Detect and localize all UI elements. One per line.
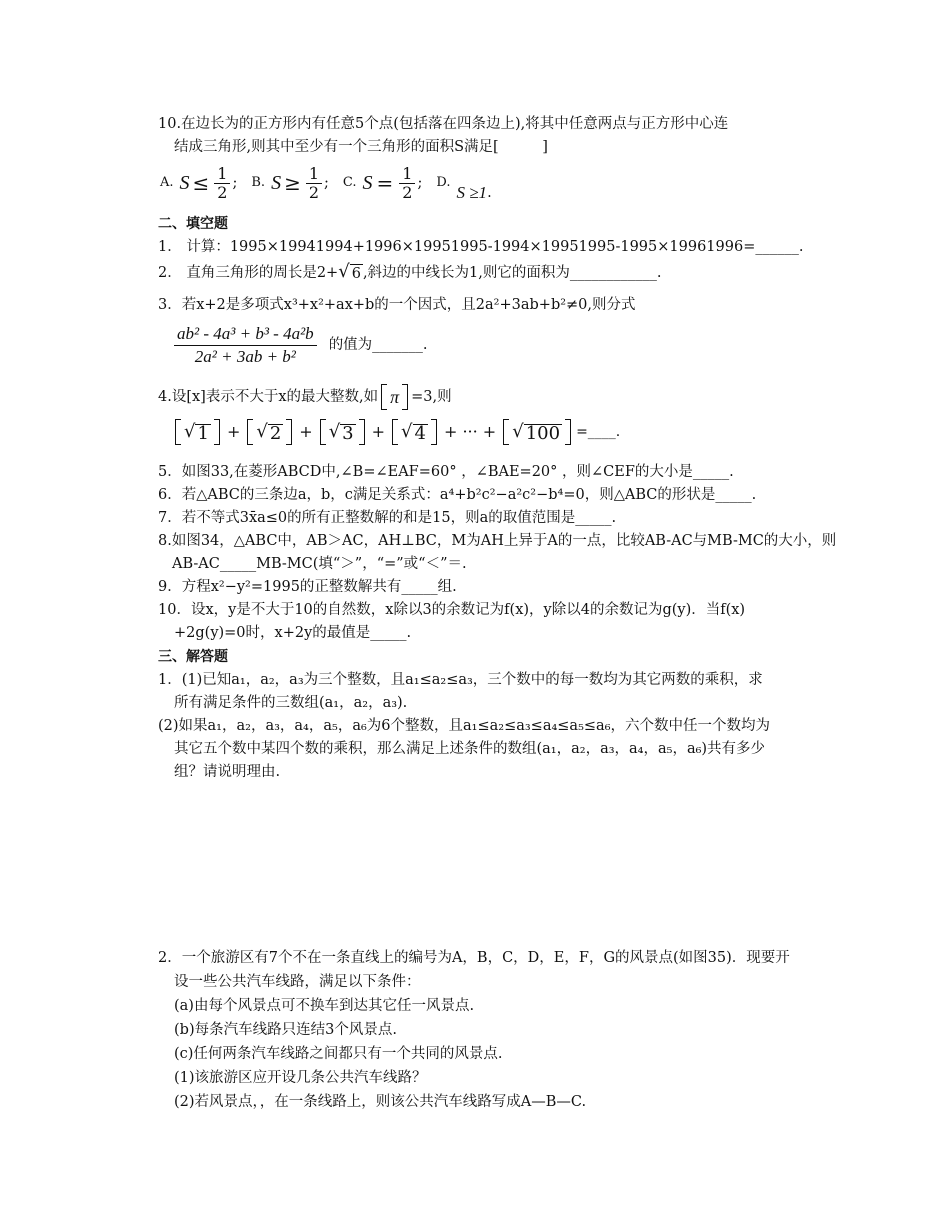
- option-b-fraction: [306, 165, 322, 202]
- option-c-den: 2: [402, 182, 413, 202]
- answer-q2-sub-1: (1)该旅游区应开设几条公共汽车线路？: [174, 1070, 427, 1086]
- answer-q1b-line-2: 其它五个数中某四个数的乘积，那么满足上述条件的数组(a₁，a₂，a₃，a₄，a₅，a₆)共有多少: [174, 741, 766, 757]
- q10-line-1: 10.在边长为的正方形内有任意5个点(包括落在四条边上),将其中任意两点与正方形中心连: [158, 116, 729, 132]
- answer-q2-line-2: 设一些公共汽车线路，满足以下条件：: [174, 974, 421, 990]
- option-c-num: 1: [399, 165, 415, 184]
- option-a: [160, 165, 237, 202]
- fill-q2-pre: 2． 直角三角形的周长是2+: [158, 264, 339, 281]
- option-b-num: 1: [306, 165, 322, 184]
- ellipsis-plus: + ··· +: [443, 422, 497, 441]
- fill-q3-expression: [172, 320, 428, 370]
- fill-q4-expression: [172, 417, 620, 447]
- floor-sqrt-1: √ 1: [172, 419, 223, 445]
- fill-q8-line-2: AB-AC_____MB-MC(填“＞”，“=”或“＜”＝.: [172, 556, 467, 572]
- answer-q2-cond-b: (b)每条汽车线路只连结3个风景点.: [174, 1022, 397, 1038]
- fill-q3-fraction: [174, 323, 317, 368]
- section-answer-title: 三、解答题: [158, 649, 228, 665]
- fill-q5: 5．如图33,在菱形ABCD中,∠B=∠EAF=60° ，∠BAE=20° ，则∠CEF的大小是_____.: [158, 464, 734, 480]
- fill-q9: 9．方程x²−y²=1995的正整数解共有_____组.: [158, 579, 457, 595]
- floor-sqrt-4: √ 4: [389, 419, 440, 445]
- option-c: [343, 165, 422, 202]
- option-d-label: D.: [436, 175, 451, 190]
- fill-q3-numerator: ab² - 4a³ + b³ - 4a²b: [174, 323, 317, 346]
- fill-q2-post: ,斜边的中线长为1,则它的面积为____________.: [362, 264, 662, 281]
- section-fill-title: 二、填空题: [158, 216, 228, 232]
- option-b-den: 2: [308, 182, 320, 202]
- option-c-op: =: [376, 171, 394, 195]
- q10-line-2: 结成三角形,则其中至少有一个三角形的面积S满足[ ]: [174, 139, 548, 155]
- fill-q4-tail: =____.: [576, 424, 621, 440]
- option-d-tail: .: [487, 185, 492, 201]
- radicand-1: 1: [197, 422, 209, 444]
- option-b-label: B.: [251, 175, 266, 190]
- answer-q2-cond-a: (a)由每个风景点可不换车到达其它任一风景点.: [174, 998, 475, 1014]
- q10-options: [160, 160, 506, 206]
- answer-q1b-line-3: 组？请说明理由.: [174, 764, 281, 780]
- option-a-tail: ;: [232, 175, 238, 191]
- answer-q2-cond-c: (c)任何两条汽车线路之间都只有一个共同的风景点.: [174, 1046, 503, 1062]
- answer-q1-line-1: 1．(1)已知a₁，a₂，a₃为三个整数，且a₁≤a₂≤a₃，三个数中的每一数均为其它两数的乘积，求: [158, 672, 763, 688]
- option-c-lhs: S: [362, 172, 373, 194]
- option-c-label: C.: [342, 175, 357, 190]
- option-b-op: ≥: [284, 171, 301, 195]
- floor-sqrt-2: √ 2: [244, 419, 295, 445]
- fill-q3-denominator: 2a² + 3ab + b²: [194, 346, 296, 366]
- fill-q4-pi: π: [390, 387, 400, 407]
- option-c-fraction: [399, 165, 415, 202]
- option-b-tail: ;: [324, 175, 329, 191]
- fill-q7: 7．若不等式3x̄a≤0的所有正整数解的和是15，则a的取值范围是_____.: [158, 510, 617, 526]
- option-a-label: A.: [160, 175, 174, 190]
- fill-q1: 1． 计算：1995×19941994+1996×19951995-1994×19951995-1995×19961996=______.: [158, 239, 804, 255]
- plus-1: +: [226, 422, 241, 441]
- fill-q6: 6．若△ABC的三条边a，b，c满足关系式：a⁴+b²c²−a²c²−b⁴=0，则△ABC的形状是_____.: [158, 487, 757, 503]
- option-a-lhs: S: [179, 172, 190, 194]
- answer-q2-sub-2: (2)若风景点，，在一条线路上，则该公共汽车线路写成A—B—C.: [174, 1094, 587, 1110]
- option-d: [436, 163, 491, 203]
- fill-q4-pi-bracket: [378, 384, 411, 410]
- fill-q3-post: 的值为_______.: [328, 337, 428, 353]
- option-a-op: ≤: [192, 171, 210, 195]
- option-b: [251, 165, 329, 202]
- fill-q10-line-1: 10．设x，y是不大于10的自然数，x除以3的余数记为f(x)，y除以4的余数记为g(y)．当f(x): [158, 602, 746, 618]
- fill-q2-radicand: 6: [351, 266, 361, 282]
- fill-q4-post: =3,则: [411, 389, 452, 405]
- radicand-2: 2: [269, 422, 282, 444]
- answer-q1-line-2: 所有满足条件的三数组(a₁，a₂，a₃).: [174, 695, 408, 711]
- floor-sqrt-100: √ 100: [500, 419, 574, 445]
- floor-sqrt-3: √ 3: [317, 419, 368, 445]
- option-b-lhs: S: [271, 172, 282, 194]
- option-a-num: 1: [214, 165, 230, 184]
- option-a-fraction: [214, 165, 230, 202]
- option-d-expr: S ≥1: [456, 183, 488, 202]
- radicand-100: 100: [525, 422, 561, 444]
- fill-q2-sqrt: √ 6: [338, 261, 361, 282]
- plus-2: +: [299, 422, 313, 441]
- option-a-den: 2: [217, 182, 228, 202]
- fill-q4-line-1: [158, 384, 452, 410]
- answer-q2-line-1: 2．一个旅游区有7个不在一条直线上的编号为A，B，C，D，E，F，G的风景点(如图35)．现要开: [158, 950, 790, 966]
- fill-q2: [158, 262, 662, 283]
- option-c-tail: ;: [417, 175, 423, 191]
- radicand-3: 3: [342, 422, 354, 444]
- radicand-4: 4: [414, 422, 426, 444]
- fill-q8-line-1: 8.如图34，△ABC中，AB＞AC，AH⊥BC，M为AH上异于A的一点，比较AB-AC与MB-MC的大小，则: [158, 533, 837, 549]
- fill-q4-pre: 4.设[x]表示不大于x的最大整数,如: [158, 389, 379, 405]
- plus-3: +: [371, 422, 386, 441]
- fill-q10-line-2: +2g(y)=0时，x+2y的最值是_____.: [174, 625, 412, 641]
- answer-q1b-line-1: (2)如果a₁，a₂，a₃，a₄，a₅，a₆为6个整数，且a₁≤a₂≤a₃≤a₄≤a₅≤a₆，六个数中任一个数均为: [158, 718, 770, 734]
- fill-q3-line-1: 3．若x+2是多项式x³+x²+ax+b的一个因式，且2a²+3ab+b²≠0,则分式: [158, 297, 636, 313]
